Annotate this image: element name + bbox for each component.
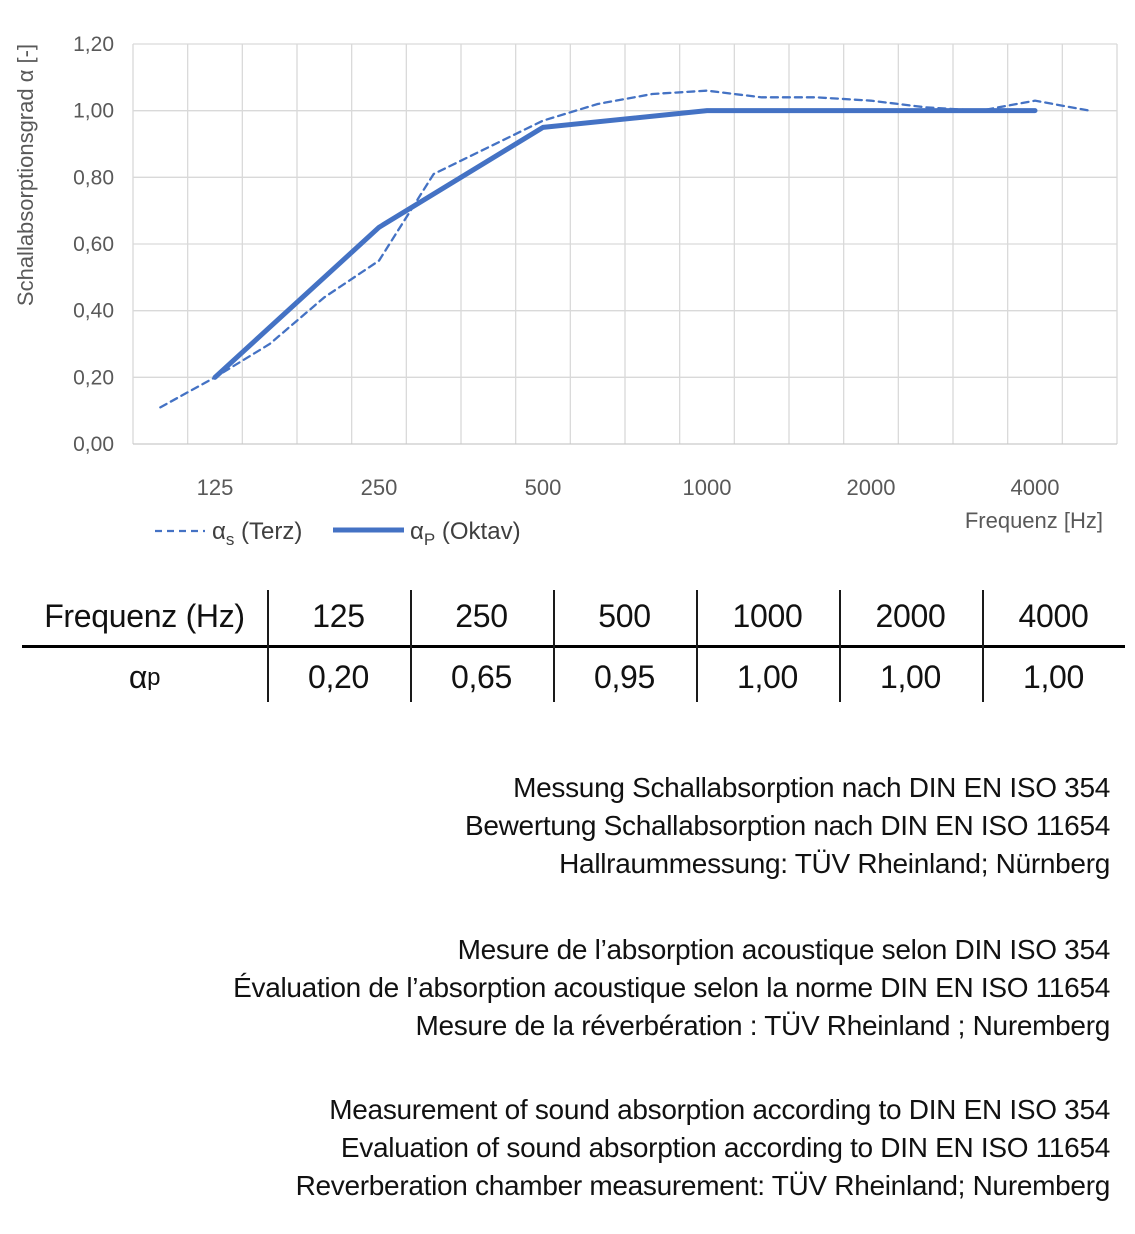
table-row-label-alpha-p — [22, 649, 267, 706]
note-line-english: Evaluation of sound absorption according to DIN EN ISO 11654 — [340, 1132, 1110, 1163]
y-axis-title: Schallabsorptionsgrad α [-] — [13, 43, 38, 307]
x-tick-label: 1000 — [682, 475, 732, 500]
table-frequency-cell: 1000 — [732, 598, 803, 634]
y-tick-label: 0,20 — [73, 366, 114, 390]
table-column-separator — [410, 590, 412, 702]
table-value-cell: 0,20 — [307, 659, 370, 695]
note-line-german: Hallraummessung: TÜV Rheinland; Nürnberg — [559, 848, 1110, 879]
x-tick-label: 500 — [524, 475, 562, 500]
x-tick-label: 250 — [360, 475, 398, 500]
note-line-french: Mesure de l’absorption acoustique selon DIN ISO 354 — [457, 934, 1110, 965]
y-axis-tick-labels — [73, 33, 114, 456]
y-tick-label: 0,60 — [73, 233, 114, 256]
note-english — [40, 1091, 1110, 1205]
table-value-cell: 1,00 — [736, 659, 799, 695]
table-row — [22, 588, 1125, 645]
legend-label-terz: $\alpha_s$ (Terz) — [212, 518, 303, 549]
y-tick-label: 1,20 — [73, 33, 114, 56]
table-value-cell: 0,65 — [450, 659, 513, 695]
alpha-symbol: α — [128, 659, 148, 695]
y-tick-label: 1,00 — [73, 99, 114, 123]
note-line-german: Bewertung Schallabsorption nach DIN EN ISO 11654 — [464, 810, 1110, 841]
table-frequency-cell: 2000 — [875, 598, 946, 634]
table-column-separator — [839, 590, 841, 702]
table-header-frequency: Frequenz (Hz) — [44, 598, 245, 634]
table-column-separator — [982, 590, 984, 702]
note-french — [40, 931, 1110, 1045]
table-column-separator — [696, 590, 698, 702]
table-divider-line — [22, 645, 1125, 648]
x-tick-label: 2000 — [846, 475, 896, 500]
chart-gridlines — [133, 44, 1117, 444]
table-value-cell: 1,00 — [879, 659, 942, 695]
legend-label-oktav: $\alpha_P$ (Oktav) — [410, 518, 521, 549]
note-line-english: Measurement of sound absorption according to DIN EN ISO 354 — [329, 1094, 1110, 1125]
table-column-separator — [553, 590, 555, 702]
table-frequency-cell: 250 — [455, 598, 508, 634]
table-value-cell: 0,95 — [593, 659, 656, 695]
absorption-table — [22, 588, 1125, 706]
note-line-french: Évaluation de l’absorption acoustique selon la norme DIN EN ISO 11654 — [233, 972, 1110, 1003]
alpha-subscript: p — [147, 663, 161, 691]
y-tick-label: 0,00 — [73, 433, 114, 456]
x-tick-label: 4000 — [1010, 475, 1060, 500]
table-frequency-cell: 4000 — [1018, 598, 1089, 634]
table-frequency-cell: 500 — [598, 598, 651, 634]
table-row — [22, 649, 1125, 706]
note-german — [40, 769, 1110, 883]
table-frequency-cell: 125 — [312, 598, 365, 634]
chart-legend — [155, 518, 521, 549]
x-tick-label: 125 — [196, 475, 234, 500]
y-tick-label: 0,40 — [73, 299, 114, 323]
note-line-french: Mesure de la réverbération : TÜV Rheinland ; Nuremberg — [415, 1010, 1110, 1041]
x-axis-tick-labels — [197, 475, 1060, 500]
note-line-german: Messung Schallabsorption nach DIN EN ISO 354 — [513, 772, 1110, 803]
table-column-separator — [267, 590, 269, 702]
x-axis-title: Frequenz [Hz] — [964, 508, 1103, 533]
y-tick-label: 0,80 — [73, 166, 114, 190]
absorption-chart — [0, 0, 1135, 565]
table-value-cell: 1,00 — [1022, 659, 1085, 695]
note-line-english: Reverberation chamber measurement: TÜV Rheinland; Nuremberg — [295, 1170, 1110, 1201]
